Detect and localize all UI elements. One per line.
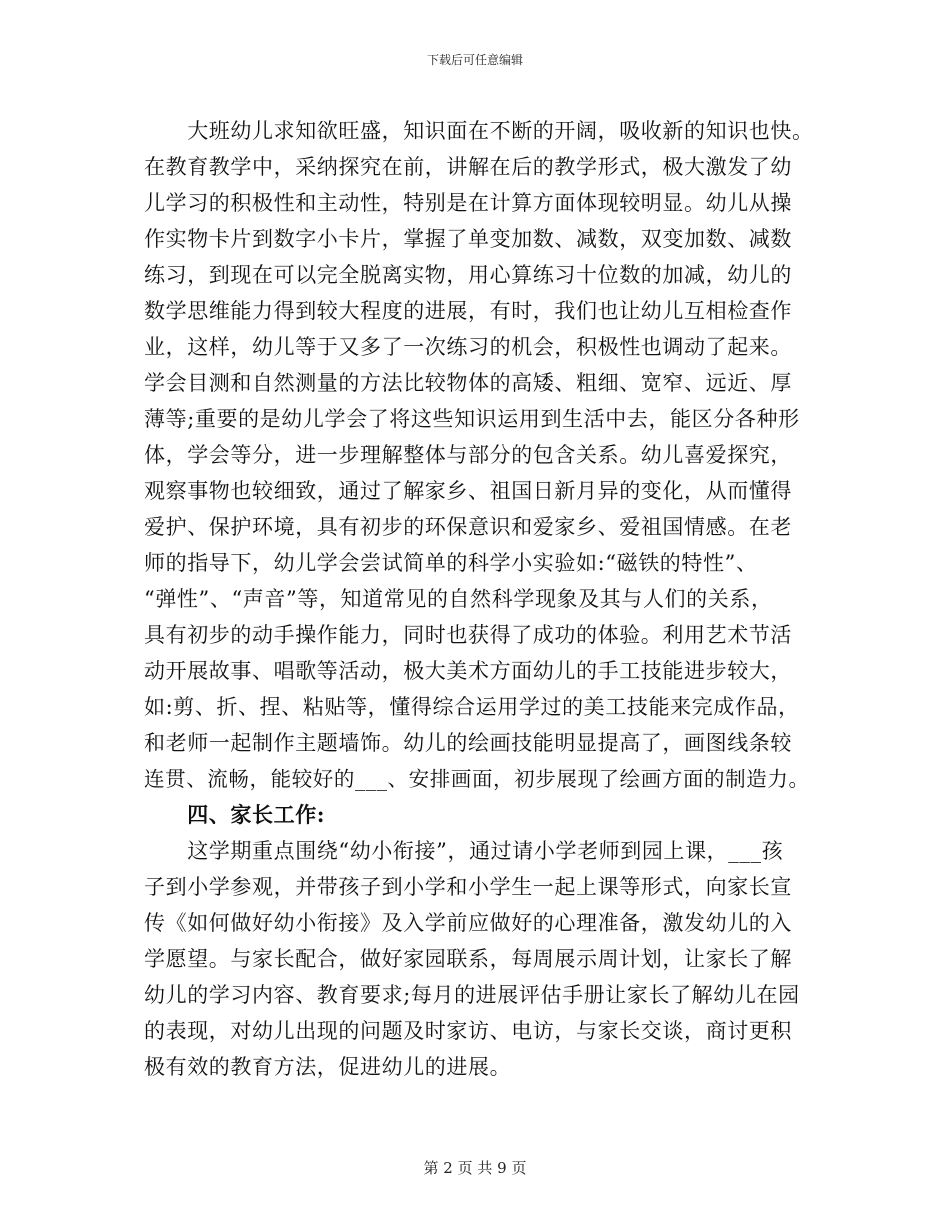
body-line: “弹性”、“声音”等，知道常见的自然科学现象及其与人们的关系， xyxy=(144,587,773,611)
body-line: 如:剪、折、捏、粘贴等，懂得综合运用学过的美工技能来完成作品， xyxy=(144,695,800,719)
body-line: 作实物卡片到数字小卡片，掌握了单变加数、减数，双变加数、减数 xyxy=(144,227,792,251)
body-line: 练习，到现在可以完全脱离实物，用心算练习十位数的加减，幼儿的 xyxy=(144,263,792,287)
body-line: 薄等;重要的是幼儿学会了将这些知识运用到生活中去，能区分各种形 xyxy=(144,407,800,431)
body-line: 爱护、保护环境，具有初步的环保意识和爱家乡、爱祖国情感。在老 xyxy=(144,515,792,539)
page-footer: 第 2 页 共 9 页 xyxy=(423,1159,527,1177)
body-line: 学愿望。与家长配合，做好家园联系，每周展示周计划，让家长了解 xyxy=(144,947,792,971)
body-line: 这学期重点围绕“幼小衔接”，通过请小学老师到园上课，___孩 xyxy=(144,839,784,863)
body-line: 在教育教学中，采纳探究在前，讲解在后的教学形式，极大激发了幼 xyxy=(144,155,792,179)
body-line: 传《如何做好幼小衔接》及入学前应做好的心理准备，激发幼儿的入 xyxy=(144,911,792,935)
body-line: 动开展故事、唱歌等活动，极大美术方面幼儿的手工技能进步较大， xyxy=(144,659,792,683)
page-header: 下载后可任意编辑 xyxy=(426,53,523,67)
section-heading: 四、家长工作: xyxy=(144,802,326,827)
body-line: 学会目测和自然测量的方法比较物体的高矮、粗细、宽窄、远近、厚 xyxy=(144,371,792,395)
body-line: 体，学会等分，进一步理解整体与部分的包含关系。幼儿喜爱探究， xyxy=(144,443,792,467)
body-line: 幼儿的学习内容、教育要求;每月的进展评估手册让家长了解幼儿在园 xyxy=(144,983,800,1007)
body-line: 连贯、流畅，能较好的___、安排画面，初步展现了绘画方面的制造力。 xyxy=(144,767,810,791)
body-line: 具有初步的动手操作能力，同时也获得了成功的体验。利用艺术节活 xyxy=(144,623,792,647)
body-line: 儿学习的积极性和主动性，特别是在计算方面体现较明显。幼儿从操 xyxy=(144,191,792,215)
body-line: 师的指导下，幼儿学会尝试简单的科学小实验如:“磁铁的特性”、 xyxy=(144,551,758,575)
body-line: 的表现，对幼儿出现的问题及时家访、电访，与家长交谈，商讨更积 xyxy=(144,1019,792,1043)
body-line: 极有效的教育方法，促进幼儿的进展。 xyxy=(144,1055,512,1079)
body-line: 子到小学参观，并带孩子到小学和小学生一起上课等形式，向家长宣 xyxy=(144,875,792,899)
body-line: 大班幼儿求知欲旺盛，知识面在不断的开阔，吸收新的知识也快。 xyxy=(144,119,814,143)
body-line: 和老师一起制作主题墙饰。幼儿的绘画技能明显提高了，画图线条较 xyxy=(144,731,792,755)
body-line: 业，这样，幼儿等于又多了一次练习的机会，积极性也调动了起来。 xyxy=(144,335,792,359)
body-line: 数学思维能力得到较大程度的进展，有时，我们也让幼儿互相检查作 xyxy=(144,299,792,323)
body-line: 观察事物也较细致，通过了解家乡、祖国日新月异的变化，从而懂得 xyxy=(144,479,792,503)
